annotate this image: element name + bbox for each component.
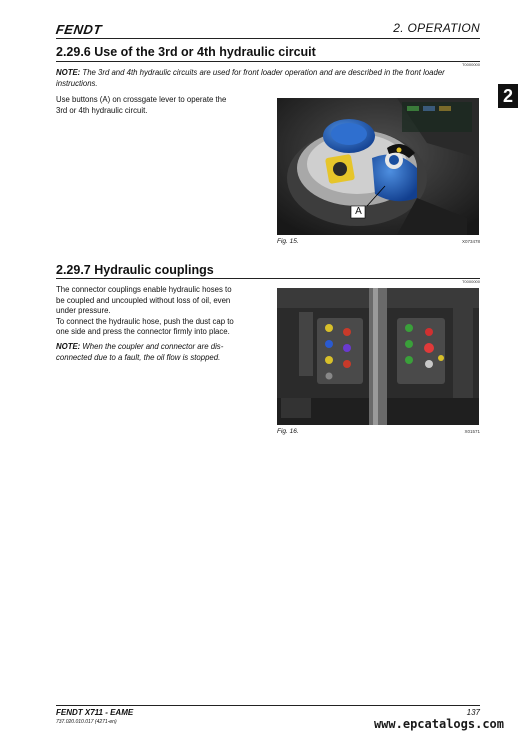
note-paragraph-1	[56, 68, 480, 89]
watermark-link[interactable]: www.epcatalogs.com	[373, 717, 504, 731]
header-rule	[56, 38, 480, 39]
section-header: 2. OPERATION	[393, 21, 480, 35]
footer-doc-code: 737.020.010.017 (4271-en)	[56, 719, 117, 725]
brand-logo: FENDT	[54, 22, 103, 37]
section-rule-1	[56, 61, 480, 62]
chapter-tab: 2	[498, 84, 518, 108]
footer-rule	[56, 705, 480, 706]
note-text-line: When the coupler and connector are dis-	[80, 342, 224, 351]
section-heading-1: 2.29.6 Use of the 3rd or 4th hydraulic circuit	[56, 45, 316, 59]
footer-model: FENDT X711 - EAME	[56, 708, 134, 717]
section-rule-2	[56, 278, 480, 279]
section-heading-2: 2.29.7 Hydraulic couplings	[56, 263, 214, 277]
note-text-line: connected due to a fault, the oil flow is stopped.	[56, 352, 221, 362]
note-paragraph-2	[56, 342, 266, 363]
body-line: one side and press the connector firmly into place.	[56, 327, 230, 337]
note-label: NOTE:	[56, 68, 81, 77]
body-line: be coupled and uncoupled without loss of oil, even	[56, 295, 231, 305]
note-label: NOTE:	[56, 342, 81, 351]
body-line: Use buttons (A) on crossgate lever to operate the	[56, 95, 227, 104]
section-code-1: T0000000	[461, 62, 480, 67]
body-paragraph-2	[56, 285, 266, 338]
figure-15-caption: Fig. 15.	[277, 238, 299, 245]
callout-a: A	[355, 206, 362, 217]
figure-15-photo	[277, 98, 479, 235]
figure-16-photo	[277, 288, 479, 425]
page-number: 137	[466, 708, 480, 717]
figure-16-caption: Fig. 16.	[277, 428, 299, 435]
body-line: The connector couplings enable hydraulic hoses to	[56, 285, 232, 294]
figure-15-code: X073478	[461, 239, 480, 244]
body-line: To connect the hydraulic hose, push the dust cap to	[56, 316, 234, 326]
note-text: The 3rd and 4th hydraulic circuits are used for front loader operation and are described in the front loader instructions.	[56, 68, 445, 88]
figure-16-code: X01571	[464, 429, 480, 434]
body-paragraph-1	[56, 95, 266, 116]
crossgate-lever-illustration	[277, 98, 479, 235]
section-code-2: T0000000	[461, 279, 480, 284]
body-line: under pressure.	[56, 306, 111, 316]
hydraulic-couplings-illustration	[277, 288, 479, 425]
body-line: 3rd or 4th hydraulic circuit.	[56, 105, 148, 115]
